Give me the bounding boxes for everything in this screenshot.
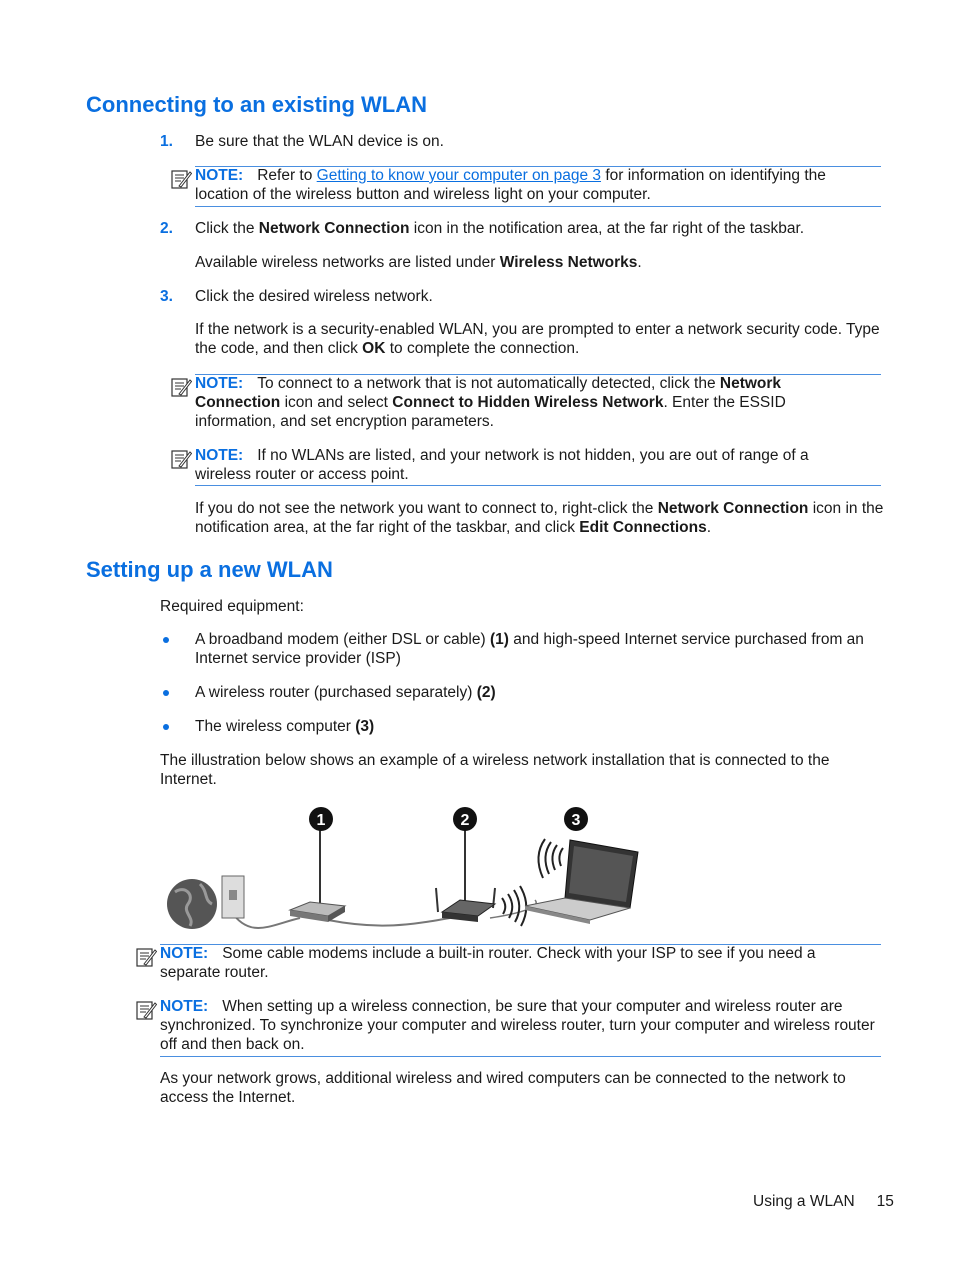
step-3-para-bold: OK: [362, 340, 386, 357]
bullet-item-3: [195, 717, 374, 736]
bullet-2-pre: A wireless router (purchased separately): [195, 684, 473, 701]
step-2-bold: Network Connection: [258, 220, 410, 237]
step-number-3: 3.: [160, 288, 173, 305]
note-5: [160, 997, 875, 1054]
note-label: NOTE:: [195, 447, 244, 464]
final-para-bold-2: Edit Connections: [579, 519, 707, 536]
note-label: NOTE:: [195, 375, 244, 392]
laptop-icon: [525, 840, 638, 924]
step-3-para-pre: If the network is a security-enabled WLAN, you are prompted to enter a network security code. Type the code, and then click: [195, 321, 880, 357]
note-label: NOTE:: [160, 998, 209, 1015]
final-para-post: .: [706, 519, 712, 536]
note-2: [195, 374, 835, 431]
note-2-mid: icon and select: [284, 394, 388, 411]
step-1-text: Be sure that the WLAN device is on.: [195, 133, 444, 150]
note-3: [195, 446, 855, 484]
step-3-para-post: to complete the connection.: [389, 340, 580, 357]
note-1-pre: Refer to: [257, 167, 313, 184]
wall-jack-icon: [222, 876, 244, 918]
final-para-pre: If you do not see the network you want to connect to, right-click the: [195, 500, 654, 517]
closing-paragraph: As your network grows, additional wireless and wired computers can be connected to the network to access the Internet.: [160, 1070, 846, 1106]
required-equipment-label: Required equipment:: [160, 598, 304, 615]
bullet-icon: [163, 690, 169, 696]
illustration-intro: The illustration below shows an example of a wireless network installation that is connected to the Internet.: [160, 752, 830, 788]
step-number-2: 2.: [160, 220, 173, 237]
final-paragraph: [195, 499, 885, 537]
step-2-pre: Click the: [195, 220, 255, 237]
page-footer: [753, 1192, 894, 1211]
note-5-bottom-rule: [160, 1056, 881, 1057]
note-4: [160, 944, 860, 982]
wireless-network-illustration: [160, 800, 660, 942]
step-2-para-post: .: [637, 254, 642, 271]
note-label: NOTE:: [160, 945, 209, 962]
modem-icon: [290, 830, 345, 922]
note-3-bottom-rule: [195, 485, 881, 486]
step-2-post: icon in the notification area, at the far right of the taskbar.: [413, 220, 805, 237]
final-para-mid: icon in the notification area, at the far right of the taskbar, and click: [195, 500, 884, 536]
wifi-waves-icon: [502, 886, 526, 926]
step-2-paragraph: [195, 253, 881, 272]
note-label: NOTE:: [195, 167, 244, 184]
bullet-1-pre: A broadband modem (either DSL or cable): [195, 631, 486, 648]
step-3-paragraph: [195, 320, 881, 358]
note-1-post: for information on identifying the location of the wireless button and wireless light on your computer.: [195, 167, 826, 203]
callout-3-label: 3: [571, 812, 581, 829]
callout-2-label: 2: [460, 812, 470, 829]
bullet-1-bold: (1): [489, 631, 509, 648]
note-2-pre: To connect to a network that is not automatically detected, click the: [257, 375, 716, 392]
step-2-para-pre: Available wireless networks are listed under: [195, 254, 496, 271]
note-icon: [170, 376, 192, 398]
globe-icon: [167, 879, 217, 929]
bullet-2-bold: (2): [476, 684, 496, 701]
bullet-item-2: [195, 683, 496, 702]
note-icon: [170, 168, 192, 190]
step-2-para-bold: Wireless Networks: [499, 254, 638, 271]
section-title-setting-up: Setting up a new WLAN: [86, 557, 333, 582]
callout-1-label: 1: [316, 812, 326, 829]
bullet-item-1: [195, 630, 881, 668]
footer-section-title: Using a WLAN: [753, 1193, 855, 1210]
note-3-text: If no WLANs are listed, and your network is not hidden, you are out of range of a wireless router or access point.: [195, 447, 809, 483]
bullet-3-pre: The wireless computer: [195, 718, 351, 735]
bullet-1-post: and high-speed Internet service purchased from an Internet service provider (ISP): [195, 631, 864, 667]
note-1-bottom-rule: [195, 206, 881, 207]
final-para-bold-1: Network Connection: [657, 500, 809, 517]
note-icon: [135, 946, 157, 968]
note-2-post: . Enter the ESSID information, and set encryption parameters.: [195, 394, 786, 430]
note-5-text: When setting up a wireless connection, be sure that your computer and wireless router are synchronized. To synchronize your computer and wireless router, turn your computer and wireless router off and then back on.: [160, 998, 875, 1053]
router-icon: [436, 830, 495, 922]
bullet-icon: [163, 637, 169, 643]
page-link[interactable]: Getting to know your computer on page 3: [316, 167, 602, 184]
bullet-3-bold: (3): [355, 718, 375, 735]
page-number: 15: [876, 1193, 894, 1210]
wifi-waves-icon: [538, 839, 563, 878]
note-icon: [170, 448, 192, 470]
bullet-icon: [163, 724, 169, 730]
note-4-text: Some cable modems include a built-in router. Check with your ISP to see if you need a separate router.: [160, 945, 816, 981]
step-3-text: Click the desired wireless network.: [195, 288, 433, 305]
note-2-bold-1: Network Connection: [195, 375, 782, 411]
note-1: [195, 166, 881, 204]
note-2-bold-2: Connect to Hidden Wireless Network: [392, 394, 664, 411]
step-number-1: 1.: [160, 133, 173, 150]
step-2-text: [195, 219, 881, 238]
note-icon: [135, 999, 157, 1021]
section-title-connecting: Connecting to an existing WLAN: [86, 92, 427, 117]
